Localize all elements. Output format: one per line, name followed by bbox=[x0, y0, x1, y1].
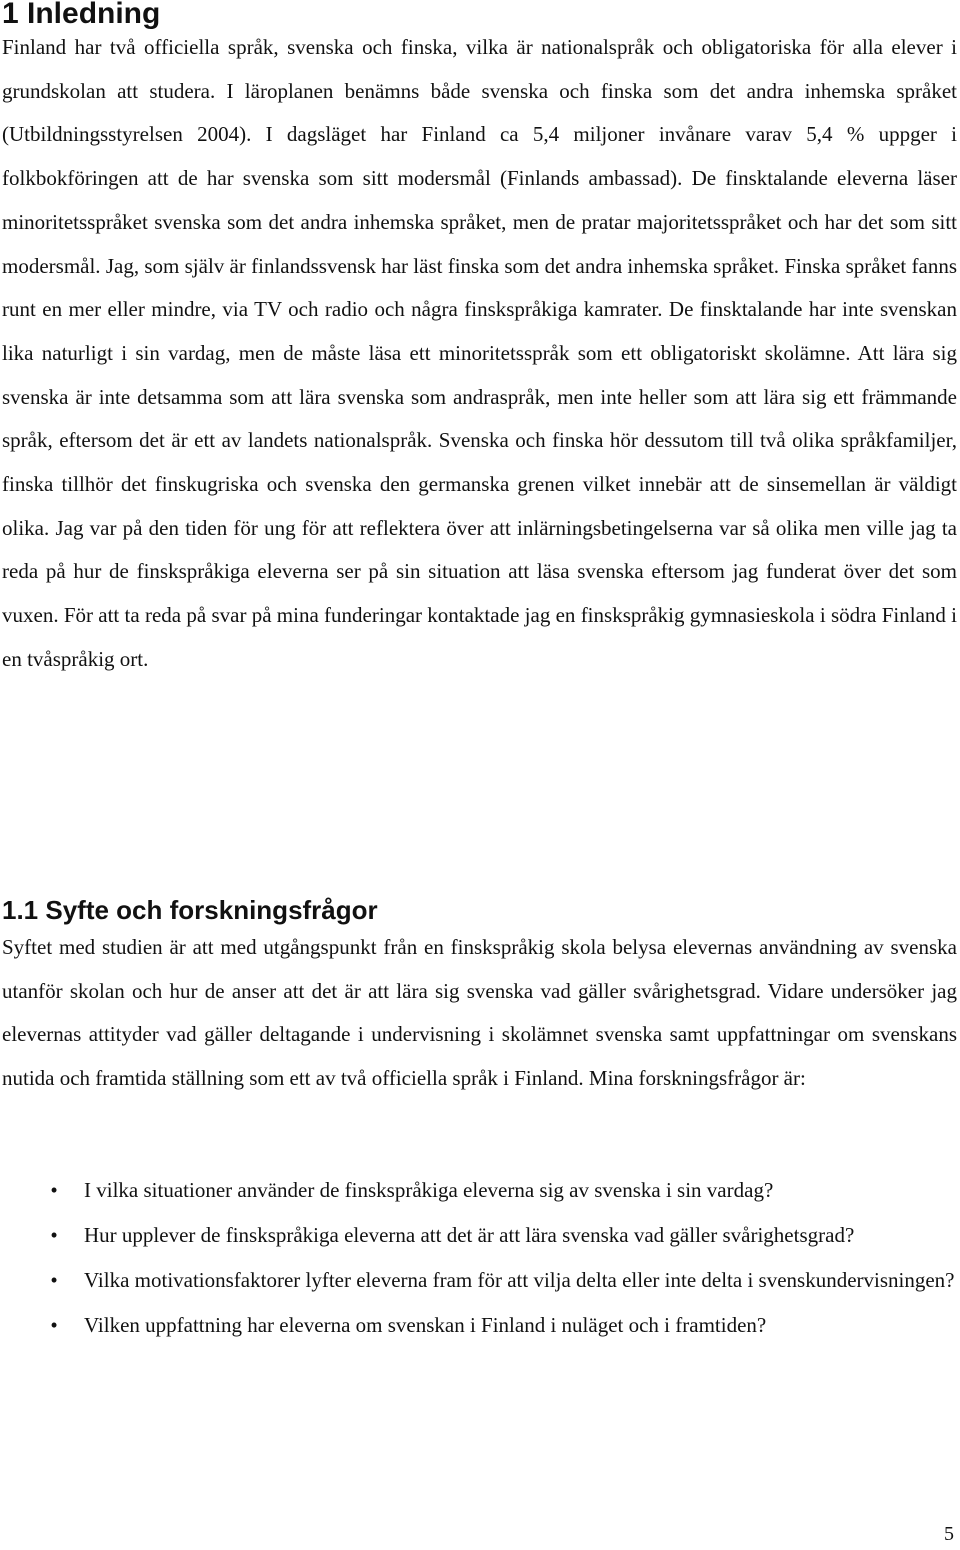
list-item bbox=[0, 1258, 955, 1302]
bullet-icon: • bbox=[50, 1223, 58, 1247]
research-question: I vilka situationer använder de finskspråkiga eleverna sig av svenska i sin vardag? bbox=[84, 1178, 774, 1202]
list-item bbox=[0, 1303, 955, 1347]
subsection-heading: 1.1 Syfte och forskningsfrågor bbox=[2, 895, 378, 925]
page-number: 5 bbox=[944, 1523, 954, 1545]
list-item bbox=[0, 1168, 955, 1212]
research-questions-list bbox=[0, 1168, 955, 1348]
research-question: Vilken uppfattning har eleverna om svenskan i Finland i nuläget och i framtiden? bbox=[84, 1313, 767, 1337]
bullet-icon: • bbox=[50, 1313, 58, 1337]
intro-paragraph: Finland har två officiella språk, svenska och finska, vilka är nationalspråk och obligatoriska för alla elever i grundskolan att studera. I läroplanen benämns både svenska och finska som det andra inhemska språket (Utbildningsstyrelsen 2004). I dagsläget har Finland ca 5,4 miljoner invånare varav 5,4 % uppger i folkbokföringen att de har svenska som sitt modersmål (Finlands ambassad). De finsktalande eleverna läser minoritetsspråket svenska som det andra inhemska språket, men de pratar majoritetsspråket och har det som sitt modersmål. Jag, som själv är finlandssvensk har läst finska som det andra inhemska språket. Finska språket fanns runt en mer eller mindre, via TV och radio och några finskspråkiga kamrater. De finsktalande har inte svenskan lika naturligt i sin vardag, men de måste läsa ett minoritetsspråk som ett obligatoriskt skolämne. Att lära sig svenska är inte detsamma som att lära svenska som andraspråk, men inte heller som att lära sig ett främmande språk, eftersom det är ett av landets nationalspråk. Svenska och finska hör dessutom till två olika språkfamiljer, finska tillhör det finskugriska och svenska den germanska grenen vilket innebär att de sinsemellan är väldigt olika. Jag var på den tiden för ung för att reflektera över att inlärningsbetingelserna var så olika men ville jag ta reda på hur de finskspråkiga eleverna ser på sin situation att läsa svenska eftersom jag funderat över det som vuxen. För att ta reda på svar på mina funderingar kontaktade jag en finskspråkig gymnasieskola i södra Finland i en tvåspråkig ort. bbox=[2, 35, 957, 671]
purpose-paragraph: Syftet med studien är att med utgångspunkt från en finskspråkig skola belysa elevernas användning av svenska utanför skolan och hur de anser att det är att lära sig svenska vad gäller svårighetsgrad. Vidare undersöker jag elevernas attityder vad gäller deltagande i undervisning i skolämnet svenska samt uppfattningar om svenskans nutida och framtida ställning som ett av två officiella språk i Finland. Mina forskningsfrågor är: bbox=[2, 935, 957, 1091]
research-question: Vilka motivationsfaktorer lyfter eleverna fram för att vilja delta eller inte delta i svenskundervisningen? bbox=[84, 1268, 955, 1292]
bullet-icon: • bbox=[50, 1268, 58, 1292]
bullet-icon: • bbox=[50, 1178, 58, 1202]
section-heading: 1 Inledning bbox=[2, 0, 161, 30]
list-item bbox=[0, 1213, 955, 1257]
research-question: Hur upplever de finskspråkiga eleverna att det är att lära svenska vad gäller svårighetsgrad? bbox=[84, 1223, 855, 1247]
